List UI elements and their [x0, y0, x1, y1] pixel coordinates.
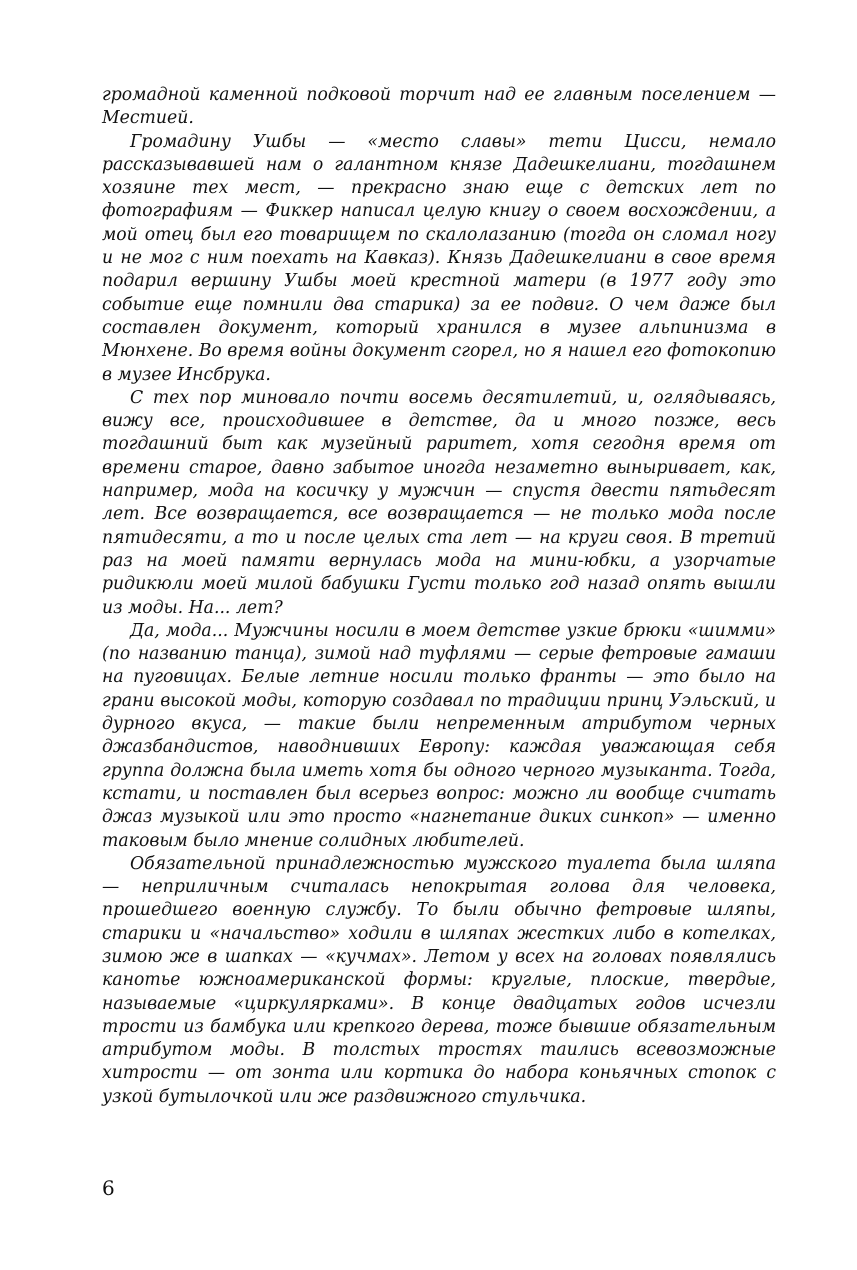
- paragraph-3: С тех пор миновало почти восемь десятилетий, и, оглядываясь, вижу все, происходившее в детстве, да и много позже, весь тогдашний быт как музейный раритет, хотя сегодня время от времени старое, давно забытое иногда незаметно выныривает, как, например, мода на косичку у мужчин — спустя двести пятьдесят лет. Все возвращается, все возвращается — не только мода после пятидесяти, а то и после целых ста лет — на круги своя. В третий раз на моей памяти вернулась мода на мини-юбки, а узорчатые ридикюли моей милой бабушки Густи только год назад опять вышли из моды. На... лет?: [102, 387, 776, 618]
- page-text: [102, 84, 776, 1109]
- paragraph-5: Обязательной принадлежностью мужского туалета была шляпа — неприличным считалась непокрытая голова для человека, прошедшего военную службу. То были обычно фетровые шляпы, старики и «начальство» ходили в шляпах жестких либо в котелках, зимою же в шапках — «кучмах». Летом у всех на головах появлялись канотье южноамериканской формы: круглые, плоские, твердые, называемые «циркулярками». В конце двадцатых годов исчезли трости из бамбука или крепкого дерева, тоже бывшие обязательным атрибутом моды. В толстых тростях таились всевозможные хитрости — от зонта или кортика до набора коньячных стопок с узкой бутылочкой или же раздвижного стульчика.: [102, 853, 776, 1107]
- page-number: 6: [102, 1176, 115, 1200]
- paragraph-4: Да, мода... Мужчины носили в моем детстве узкие брюки «шимми» (по названию танца), зимой над туфлями — серые фетровые гамаши на пуговицах. Белые летние носили только франты — это было на грани высокой моды, которую создавал по традиции принц Уэльский, и дурного вкуса, — такие были непременным атрибутом черных джазбандистов, наводнивших Европу: каждая уважающая себя группа должна была иметь хотя бы одного черного музыканта. Тогда, кстати, и поставлен был всерьез вопрос: можно ли вообще считать джаз музыкой или это просто «нагнетание диких синкоп» — именно таковым было мнение солидных любителей.: [102, 620, 776, 851]
- paragraph-1: громадной каменной подковой торчит над ее главным поселением — Местией.: [102, 85, 776, 129]
- paragraph-2: Громадину Ушбы — «место славы» тети Цисси, немало рассказывавшей нам о галантном князе Дадешкелиани, тогдашнем хозяине тех мест, — прекрасно знаю еще с детских лет по фотографиям — Фиккер написал целую книгу о своем восхождении, а мой отец был его товарищем по скалолазанию (тогда он сломал ногу и не мог с ним поехать на Кавказ). Князь Дадешкелиани в свое время подарил вершину Ушбы моей крестной матери (в 1977 году это событие еще помнили два старика) за ее подвиг. О чем даже был составлен документ, который хранился в музее альпинизма в Мюнхене. Во время войны документ сгорел, но я нашел его фотокопию в музее Инсбрука.: [102, 131, 776, 385]
